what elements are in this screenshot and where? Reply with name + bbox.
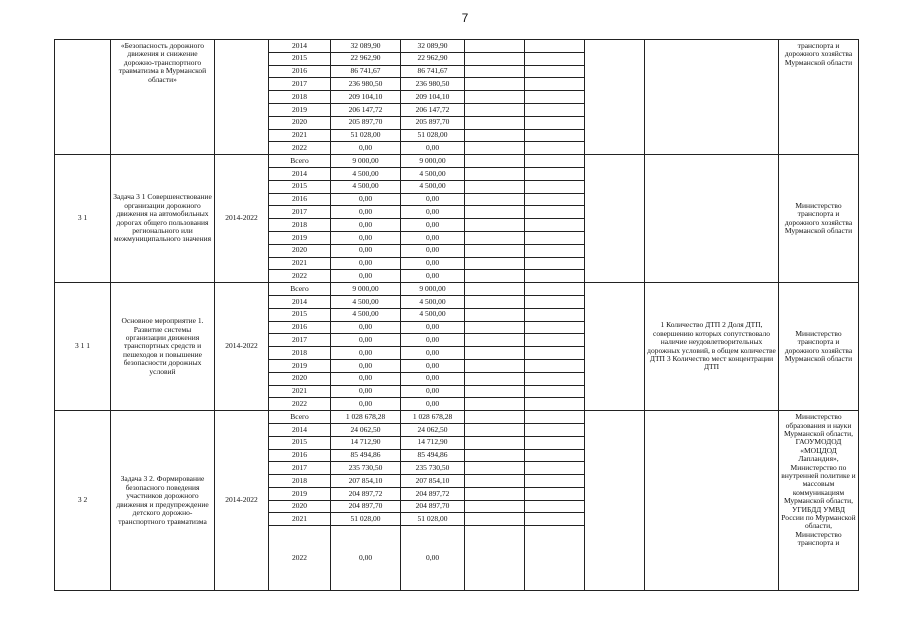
budget-cell: 0,00	[401, 347, 465, 360]
page-number: 7	[461, 11, 469, 25]
empty-cell	[465, 295, 525, 308]
budget-cell: 4 500,00	[401, 180, 465, 193]
year-cell: 2019	[269, 103, 331, 116]
block-indicators: 1 Количество ДТП 2 Доля ДТП, совершению которых сопутствовало наличие неудовлетворительных дорожных условий, в общем количестве ДТП 3 Количество мест концентрации ДТП	[645, 283, 779, 411]
budget-cell: 86 741,67	[401, 65, 465, 78]
empty-cell	[465, 334, 525, 347]
year-cell: 2019	[269, 487, 331, 500]
year-cell: 2016	[269, 321, 331, 334]
total-cell: 9 000,00	[331, 283, 401, 296]
empty-cell	[585, 40, 645, 155]
budget-cell: 24 062,50	[401, 423, 465, 436]
empty-cell	[585, 155, 645, 283]
empty-cell	[465, 91, 525, 104]
empty-cell	[585, 283, 645, 411]
empty-cell	[465, 475, 525, 488]
year-cell: 2019	[269, 231, 331, 244]
budget-cell: 0,00	[401, 206, 465, 219]
empty-cell	[465, 411, 525, 424]
block-executor: Министерство образования и науки Мурманской области, ГАОУМОДОД «МОЦДОД Лапландия», Министерство по внутренней политике и массовым коммуникациям Мурманской области, УГИБДД УМВД России по Мурманской области, Министерство транспорта и	[779, 411, 859, 591]
year-cell: 2018	[269, 475, 331, 488]
budget-cell: 85 494,86	[401, 449, 465, 462]
empty-cell	[525, 180, 585, 193]
empty-cell	[525, 142, 585, 155]
total-cell: 4 500,00	[331, 180, 401, 193]
budget-cell: 209 104,10	[401, 91, 465, 104]
block-name: Задача 3 1 Совершенствование организации дорожного движения на автомобильных дорогах общего пользования регионального или межмуниципального значения	[111, 155, 215, 283]
total-cell: 85 494,86	[331, 449, 401, 462]
year-cell: 2015	[269, 180, 331, 193]
budget-cell: 1 028 678,28	[401, 411, 465, 424]
empty-cell	[465, 52, 525, 65]
budget-cell: 204 897,72	[401, 487, 465, 500]
year-cell: 2022	[269, 398, 331, 411]
year-cell: 2015	[269, 436, 331, 449]
budget-cell: 204 897,70	[401, 500, 465, 513]
budget-cell: 235 730,50	[401, 462, 465, 475]
budget-cell: 0,00	[401, 526, 465, 591]
year-cell: 2018	[269, 91, 331, 104]
year-cell: 2021	[269, 257, 331, 270]
block-indicators	[645, 40, 779, 155]
empty-cell	[465, 436, 525, 449]
total-cell: 206 147,72	[331, 103, 401, 116]
budget-cell: 0,00	[401, 359, 465, 372]
budget-cell: 0,00	[401, 257, 465, 270]
year-cell: 2022	[269, 526, 331, 591]
total-cell: 235 730,50	[331, 462, 401, 475]
budget-cell: 0,00	[401, 244, 465, 257]
empty-cell	[525, 347, 585, 360]
empty-cell	[525, 475, 585, 488]
empty-cell	[525, 372, 585, 385]
year-cell: 2016	[269, 65, 331, 78]
empty-cell	[525, 487, 585, 500]
empty-cell	[525, 103, 585, 116]
year-cell: 2022	[269, 142, 331, 155]
empty-cell	[465, 244, 525, 257]
empty-cell	[465, 231, 525, 244]
empty-cell	[465, 78, 525, 91]
empty-cell	[525, 129, 585, 142]
table-row	[55, 283, 859, 296]
block-executor: Министерство транспорта и дорожного хозяйства Мурманской области	[779, 283, 859, 411]
program-table	[54, 39, 859, 591]
block-period: 2014-2022	[215, 283, 269, 411]
total-cell: 86 741,67	[331, 65, 401, 78]
total-cell: 0,00	[331, 359, 401, 372]
empty-cell	[525, 308, 585, 321]
budget-cell: 14 712,90	[401, 436, 465, 449]
budget-cell: 51 028,00	[401, 513, 465, 526]
empty-cell	[465, 449, 525, 462]
block-code	[55, 40, 111, 155]
empty-cell	[465, 40, 525, 53]
empty-cell	[525, 385, 585, 398]
total-cell: 24 062,50	[331, 423, 401, 436]
empty-cell	[525, 500, 585, 513]
empty-cell	[465, 180, 525, 193]
total-cell: 22 962,90	[331, 52, 401, 65]
empty-cell	[465, 487, 525, 500]
total-cell: 0,00	[331, 219, 401, 232]
total-cell: 0,00	[331, 526, 401, 591]
year-cell: 2017	[269, 334, 331, 347]
empty-cell	[465, 206, 525, 219]
total-cell: 0,00	[331, 244, 401, 257]
year-cell: 2020	[269, 244, 331, 257]
empty-cell	[525, 167, 585, 180]
empty-cell	[525, 40, 585, 53]
total-cell: 0,00	[331, 321, 401, 334]
total-cell: 32 089,90	[331, 40, 401, 53]
empty-cell	[525, 436, 585, 449]
empty-cell	[525, 411, 585, 424]
total-cell: 0,00	[331, 398, 401, 411]
empty-cell	[465, 462, 525, 475]
year-cell: 2020	[269, 500, 331, 513]
budget-cell: 0,00	[401, 231, 465, 244]
empty-cell	[465, 103, 525, 116]
block-code: 3 1	[55, 155, 111, 283]
total-cell: 1 028 678,28	[331, 411, 401, 424]
empty-cell	[465, 359, 525, 372]
empty-cell	[525, 526, 585, 591]
empty-cell	[585, 411, 645, 591]
total-cell: 0,00	[331, 372, 401, 385]
total-cell: 0,00	[331, 270, 401, 283]
empty-cell	[465, 423, 525, 436]
empty-cell	[525, 283, 585, 296]
empty-cell	[525, 52, 585, 65]
total-cell: 0,00	[331, 206, 401, 219]
year-cell: 2017	[269, 78, 331, 91]
empty-cell	[525, 206, 585, 219]
empty-cell	[525, 231, 585, 244]
empty-cell	[465, 385, 525, 398]
year-cell: 2014	[269, 40, 331, 53]
empty-cell	[525, 462, 585, 475]
empty-cell	[465, 270, 525, 283]
total-cell: 4 500,00	[331, 167, 401, 180]
empty-cell	[525, 321, 585, 334]
budget-cell: 4 500,00	[401, 295, 465, 308]
budget-cell: 4 500,00	[401, 308, 465, 321]
empty-cell	[465, 219, 525, 232]
year-cell: Всего	[269, 155, 331, 168]
empty-cell	[525, 295, 585, 308]
year-cell: 2014	[269, 167, 331, 180]
budget-cell: 205 897,70	[401, 116, 465, 129]
total-cell: 0,00	[331, 142, 401, 155]
empty-cell	[525, 257, 585, 270]
table-row	[55, 411, 859, 424]
total-cell: 0,00	[331, 231, 401, 244]
block-executor: Министерство транспорта и дорожного хозяйства Мурманской области	[779, 155, 859, 283]
empty-cell	[465, 526, 525, 591]
empty-cell	[465, 308, 525, 321]
empty-cell	[465, 257, 525, 270]
total-cell: 0,00	[331, 193, 401, 206]
empty-cell	[525, 219, 585, 232]
block-code: 3 1 1	[55, 283, 111, 411]
total-cell: 207 854,10	[331, 475, 401, 488]
block-executor: транспорта и дорожного хозяйства Мурманской области	[779, 40, 859, 155]
year-cell: 2015	[269, 308, 331, 321]
total-cell: 204 897,72	[331, 487, 401, 500]
empty-cell	[525, 78, 585, 91]
block-indicators	[645, 155, 779, 283]
total-cell: 205 897,70	[331, 116, 401, 129]
empty-cell	[465, 142, 525, 155]
year-cell: 2018	[269, 219, 331, 232]
total-cell: 14 712,90	[331, 436, 401, 449]
year-cell: 2016	[269, 193, 331, 206]
block-period: 2014-2022	[215, 411, 269, 591]
total-cell: 0,00	[331, 334, 401, 347]
total-cell: 236 980,50	[331, 78, 401, 91]
empty-cell	[525, 65, 585, 78]
total-cell: 4 500,00	[331, 308, 401, 321]
year-cell: 2022	[269, 270, 331, 283]
budget-cell: 207 854,10	[401, 475, 465, 488]
empty-cell	[525, 244, 585, 257]
total-cell: 209 104,10	[331, 91, 401, 104]
budget-cell: 0,00	[401, 219, 465, 232]
budget-cell: 0,00	[401, 372, 465, 385]
total-cell: 4 500,00	[331, 295, 401, 308]
year-cell: 2021	[269, 513, 331, 526]
empty-cell	[465, 283, 525, 296]
total-cell: 0,00	[331, 385, 401, 398]
table-row	[55, 40, 859, 53]
total-cell: 0,00	[331, 347, 401, 360]
total-cell: 0,00	[331, 257, 401, 270]
empty-cell	[525, 116, 585, 129]
block-name: Задача 3 2. Формирование безопасного поведения участников дорожного движения и предупреждение детского дорожно-транспортного травматизма	[111, 411, 215, 591]
total-cell: 204 897,70	[331, 500, 401, 513]
budget-cell: 9 000,00	[401, 283, 465, 296]
empty-cell	[465, 129, 525, 142]
total-cell: 9 000,00	[331, 155, 401, 168]
block-name: «Безопасность дорожного движения и снижение дорожно-транспортного травматизма в Мурманской области»	[111, 40, 215, 155]
year-cell: 2020	[269, 116, 331, 129]
year-cell: 2014	[269, 423, 331, 436]
block-period	[215, 40, 269, 155]
empty-cell	[465, 321, 525, 334]
empty-cell	[525, 423, 585, 436]
empty-cell	[525, 193, 585, 206]
year-cell: 2019	[269, 359, 331, 372]
year-cell: Всего	[269, 283, 331, 296]
total-cell: 51 028,00	[331, 513, 401, 526]
budget-cell: 32 089,90	[401, 40, 465, 53]
empty-cell	[465, 372, 525, 385]
budget-cell: 206 147,72	[401, 103, 465, 116]
empty-cell	[465, 193, 525, 206]
budget-cell: 236 980,50	[401, 78, 465, 91]
year-cell: 2017	[269, 462, 331, 475]
empty-cell	[525, 270, 585, 283]
budget-cell: 0,00	[401, 270, 465, 283]
budget-cell: 22 962,90	[401, 52, 465, 65]
block-indicators	[645, 411, 779, 591]
empty-cell	[525, 91, 585, 104]
budget-cell: 0,00	[401, 385, 465, 398]
year-cell: 2016	[269, 449, 331, 462]
empty-cell	[465, 167, 525, 180]
empty-cell	[525, 155, 585, 168]
budget-cell: 0,00	[401, 193, 465, 206]
empty-cell	[465, 513, 525, 526]
budget-cell: 9 000,00	[401, 155, 465, 168]
budget-cell: 0,00	[401, 334, 465, 347]
empty-cell	[465, 155, 525, 168]
year-cell: 2021	[269, 129, 331, 142]
empty-cell	[465, 347, 525, 360]
budget-cell: 0,00	[401, 142, 465, 155]
table-row	[55, 155, 859, 168]
empty-cell	[525, 449, 585, 462]
block-code: 3 2	[55, 411, 111, 591]
budget-cell: 0,00	[401, 321, 465, 334]
year-cell: 2014	[269, 295, 331, 308]
total-cell: 51 028,00	[331, 129, 401, 142]
empty-cell	[525, 513, 585, 526]
year-cell: 2015	[269, 52, 331, 65]
empty-cell	[465, 398, 525, 411]
year-cell: Всего	[269, 411, 331, 424]
empty-cell	[525, 398, 585, 411]
budget-cell: 4 500,00	[401, 167, 465, 180]
block-name: Основное мероприятие 1. Развитие системы организации движения транспортных средств и пешеходов и повышение безопасности дорожных условий	[111, 283, 215, 411]
year-cell: 2017	[269, 206, 331, 219]
empty-cell	[465, 116, 525, 129]
budget-cell: 0,00	[401, 398, 465, 411]
year-cell: 2021	[269, 385, 331, 398]
empty-cell	[465, 65, 525, 78]
year-cell: 2018	[269, 347, 331, 360]
empty-cell	[465, 500, 525, 513]
block-period: 2014-2022	[215, 155, 269, 283]
budget-cell: 51 028,00	[401, 129, 465, 142]
year-cell: 2020	[269, 372, 331, 385]
empty-cell	[525, 334, 585, 347]
empty-cell	[525, 359, 585, 372]
